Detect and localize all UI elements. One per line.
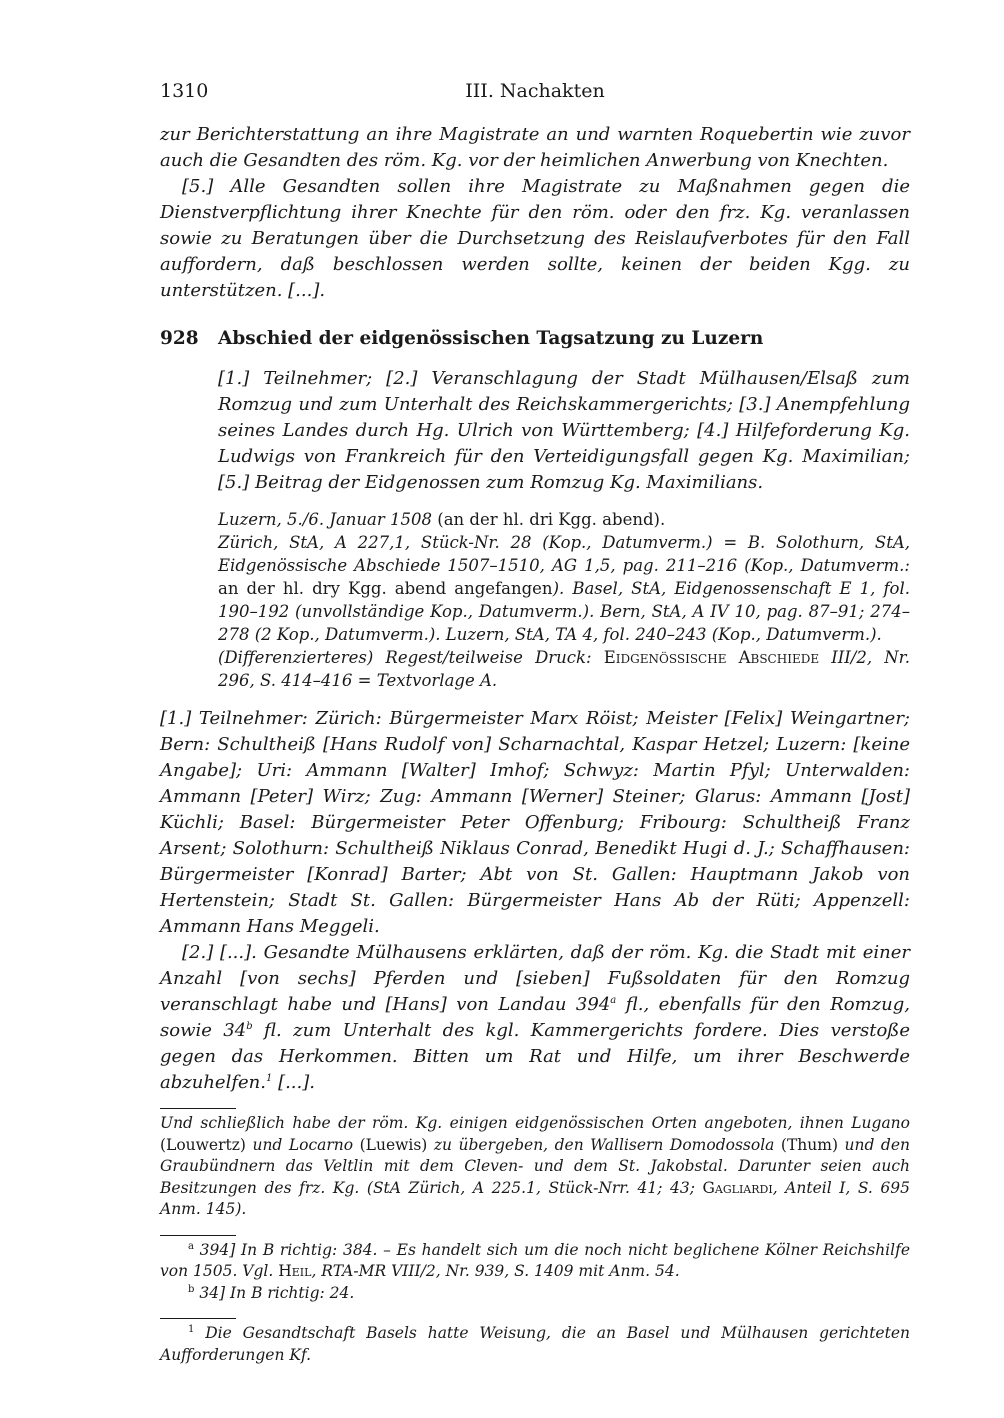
date-line [218,508,910,531]
continuation-paragraph-5: [5.] Alle Gesandten sollen ihre Magistrate zu Maßnahmen gegen die Dienstverpflichtung ihrer Knechte für den röm. oder den frz. Kg. veranlassen sowie zu Beratungen über die Durchsetzung des Reislaufverbotes für den Fall auffordern, daß beschlossen werden sollte, keinen der beiden Kgg. zu unterstützen. [...]. [160,176,910,301]
sources-part: ). Basel, StA, Eidgenossenschaft E 1, fol. 190–192 (unvollständige Kop., Datumverm.). Bern, StA, A IV 10, pag. 87–91; 274–278 (2 Kop., Datumverm.). Luzern, StA, TA 4, fol. 240–243 (Kop., Datumverm.). [218,579,911,644]
document-number: 928 [160,328,199,349]
page-body [160,122,910,1366]
footnote-ref-1: 1 [265,1073,273,1084]
textnote-text: , RTA-MR VIII/2, Nr. 939, S. 1409 mit Anm. 54. [311,1262,680,1280]
footnote-marker: 1 [188,1323,195,1335]
sources-part: Zürich, StA, A 227,1, Stück-Nr. 28 (Kop., Datumverm.) = B. Solothurn, StA, Eidgenössische Abschiede 1507–1510, AG 1,5, pag. 211–216 (Kop., Datumverm.: [218,533,910,575]
running-title: III. Nachakten [465,80,605,102]
note-text: Und schließlich habe der röm. Kg. einigen eidgenössischen Orten angeboten, ihnen Lugano [160,1114,910,1132]
continuation-paragraph: zur Berichterstattung an ihre Magistrate an und warnten Roquebertin wie zuvor auch die Gesandten des röm. Kg. vor der heimlichen Anwerbung von Knechten. [160,124,910,171]
textnote-divider [160,1235,236,1236]
note-text: und Locarno [245,1135,360,1154]
note-text: und den Graubündnern das Veltlin mit dem Cleven- und dem St. Jakobstal. Darunter seien auch Besitzungen des frz. Kg. (StA Zürich, A 225.1, Stück-Nrr. 41; 43; [160,1135,910,1197]
textnote-ref-b: b [246,1021,253,1032]
textnote-marker: a [188,1240,194,1252]
sources [218,531,910,646]
note-author: Gagliardi [702,1178,773,1197]
print-label: (Differenzierteres) Regest/teilweise Druck: [218,648,604,667]
footnote-1 [160,1323,910,1366]
date-place: Luzern, 5./6. Januar 1508 [218,510,433,529]
textnote-ref-a: a [610,995,617,1006]
page-header [160,80,910,108]
note-divider [160,1108,236,1109]
note-quote: (Thum) [780,1135,839,1154]
document-heading [160,326,910,352]
footnote-text: Die Gesandtschaft Basels hatte Weisung, die an Basel und Mülhausen gerichteten Aufforderungen Kf. [160,1324,910,1364]
sources-quote: an der hl. dry Kgg. abend angefangen [218,579,553,598]
document-summary: [1.] Teilnehmer; [2.] Veranschlagung der Stadt Mülhausen/Elsaß zum Romzug und zum Unterhalt des Reichskammergerichts; [3.] Anempfehlung seines Landes durch Hg. Ulrich von Württemberg; [4.] Hilfeforderung Kg. Ludwigs von Frankreich für den Verteidigungsfall gegen Kg. Maximilian; [5.] Beitrag der Eidgenossen zum Romzug Kg. Maximilians. [218,368,910,493]
footnote-divider [160,1318,236,1319]
carried-over-note [160,1113,910,1221]
textnote-author: Heil [278,1262,312,1280]
print-edition: Eidgenössische Abschiede [603,648,820,667]
section-2-muelhausen [160,940,910,1096]
print-detail: III/2, Nr. 296, S. 414–416 = Textvorlage A. [218,648,911,690]
textnote-a [160,1240,910,1283]
section-2-text: fl. zum Unterhalt des kgl. Kammergerichts fordere. Dies verstoße gegen das Herkommen. Bitten um Rat und Hilfe, um ihrer Beschwerde abzuhelfen. [160,1020,910,1093]
section-2-text: [...]. [272,1072,315,1093]
section-1-participants: [1.] Teilnehmer: Zürich: Bürgermeister Marx Röist; Meister [Felix] Weingartner; Bern: Schultheiß [Hans Rudolf von] Scharnachtal, Kaspar Hetzel; Luzern: [keine Angabe]; Uri: Ammann [Walter] Imhof; Schwyz: Martin Pfyl; Unterwalden: Ammann [Peter] Wirz; Zug: Ammann [Werner] Steiner; Glarus: Ammann [Jost] Küchli; Basel: Bürgermeister Peter Offenburg; Fribourg: Schultheiß Franz Arsent; Solothurn: Schultheiß Niklaus Conrad, Benedikt Hugi d. J.; Schaffhausen: Bürgermeister [Konrad] Barter; Abt von St. Gallen: Hauptmann Jakob von Hertenstein; Stadt St. Gallen: Bürgermeister Hans Ab der Rüti; Appenzell: Ammann Hans Meggeli. [160,708,910,937]
note-text: zu übergeben, den Wallisern Domodossola [427,1135,781,1154]
print-reference [218,646,910,692]
section-2-text: [2.] [...]. Gesandte Mülhausens erklärten, daß der röm. Kg. die Stadt mit einer Anzahl [von sechs] Pferden und [sieben] Fußsoldaten für den Romzug veranschlagt habe und [Hans] von Landau 394 [160,942,910,1015]
note-quote: (Louwertz) [160,1135,246,1154]
document-metadata [218,508,910,692]
section-2-text: fl., ebenfalls für den Romzug, sowie 34 [160,994,911,1041]
note-quote: (Luewis) [359,1135,428,1154]
textnote-b [160,1283,910,1305]
page-number: 1310 [160,80,209,102]
textnote-text: 394] In B richtig: 384. – Es handelt sich um die noch nicht beglichene Kölner Reichshilfe von 1505. Vgl. [160,1240,910,1280]
note-text: , Anteil I, S. 695 Anm. 145). [160,1178,911,1218]
document-title: Abschied der eidgenössischen Tagsatzung zu Luzern [218,328,764,349]
textnote-marker: b [188,1283,195,1295]
date-note: (an der hl. dri Kgg. abend). [432,510,666,529]
textnote-text: 34] In B richtig: 24. [194,1283,355,1302]
